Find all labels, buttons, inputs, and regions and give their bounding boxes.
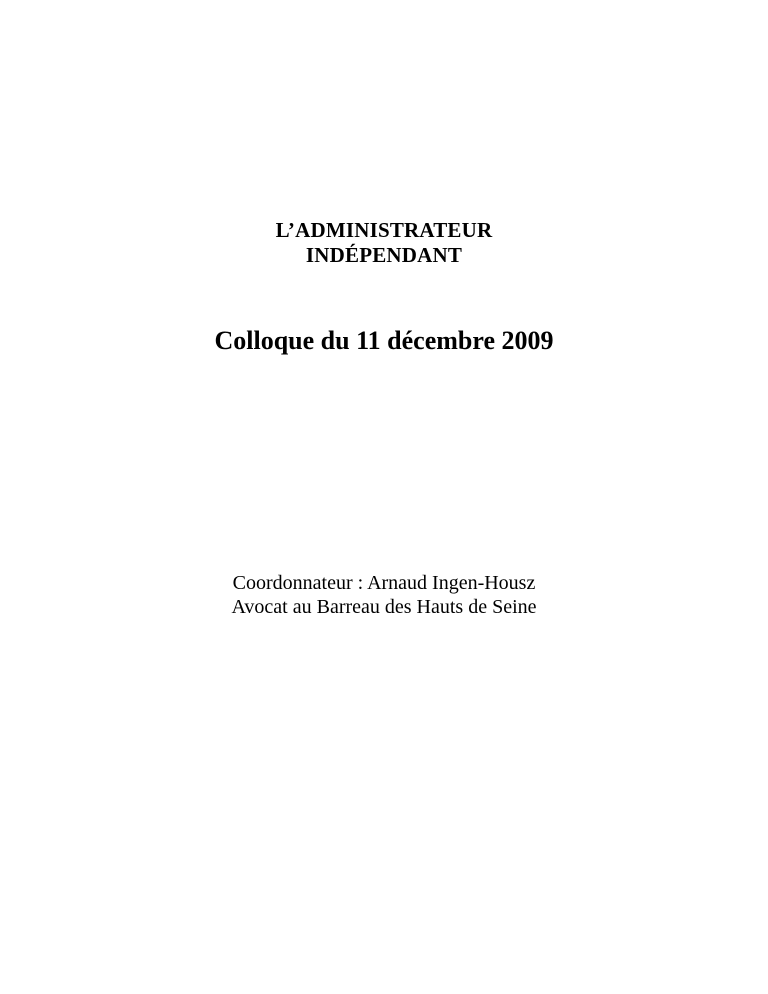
coordinator-info (0, 571, 768, 619)
colloque-heading: Colloque du 11 décembre 2009 (214, 326, 554, 355)
title-line-2: INDÉPENDANT (305, 243, 463, 267)
coordinator-affiliation: Avocat au Barreau des Hauts de Seine (231, 596, 537, 618)
title-line-1: L’ADMINISTRATEUR (275, 218, 493, 242)
coordinator-name: Coordonnateur : Arnaud Ingen-Housz (232, 572, 536, 594)
document-title (0, 218, 768, 268)
